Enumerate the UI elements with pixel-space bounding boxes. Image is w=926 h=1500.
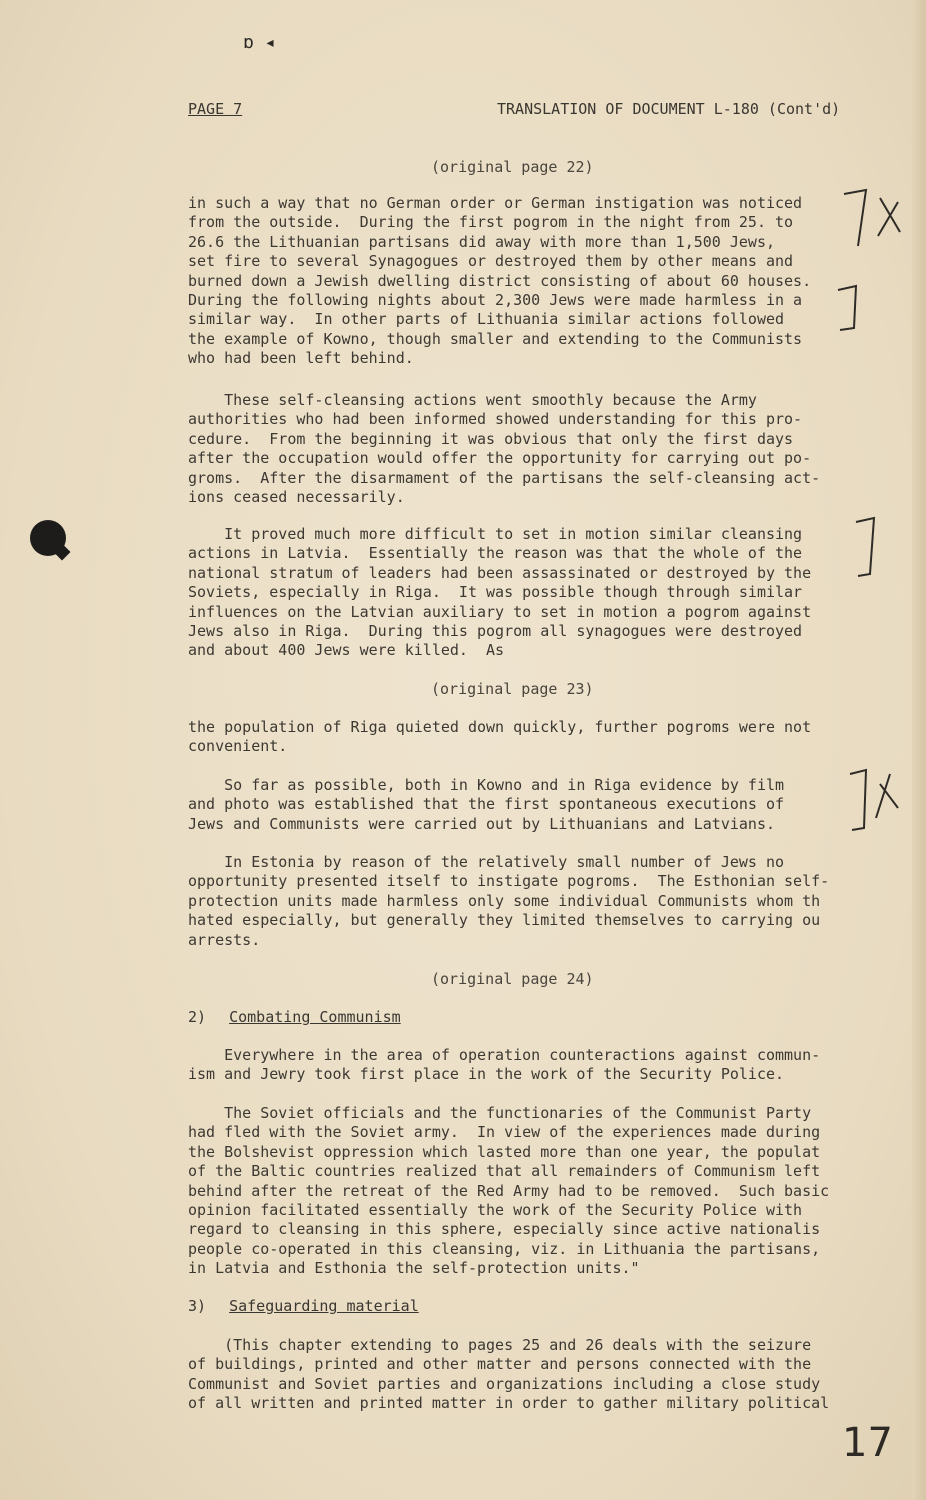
handwritten-page-number: 17 bbox=[842, 1420, 893, 1466]
punch-hole bbox=[30, 520, 66, 556]
original-page-22-label: (original page 22) bbox=[431, 158, 594, 176]
paragraph-7: Everywhere in the area of operation counteractions against commun- ism and Jewry took first place in the work of the Security Police. bbox=[188, 1046, 821, 1084]
section-3-number: 3) bbox=[188, 1297, 207, 1315]
section-3-title: Safeguarding material bbox=[229, 1297, 419, 1315]
section-2-heading bbox=[188, 1008, 401, 1026]
page-label: PAGE 7 bbox=[188, 100, 243, 118]
paragraph-1: in such a way that no German order or German instigation was noticed from the outside. During the first pogrom in the night from 25. to 26.6 the Lithuanian partisans did away with more than 1,500 Jews, set fire to several Synagogues or destroyed them by other means and burned down a Jewish dwelling district consisting of about 60 houses. During the following nights about 2,300 Jews were made harmless in a similar way. In other parts of Lithuania similar actions followed the example of Kowno, though smaller and extending to the Communists who had been left behind. bbox=[188, 194, 812, 368]
top-handwritten-marks: ɒ ◂ bbox=[243, 32, 276, 53]
paragraph-6: In Estonia by reason of the relatively small number of Jews no opportunity presented itself to instigate pogroms. The Esthonian self- protection units made harmless only some individual Communists whom th hated especially, but generally they limited themselves to carrying ou arrests. bbox=[188, 853, 830, 949]
original-page-23-label: (original page 23) bbox=[431, 680, 594, 698]
paper-edge bbox=[912, 0, 926, 1500]
document-title: TRANSLATION OF DOCUMENT L-180 (Cont'd) bbox=[497, 100, 841, 118]
margin-bracket-x bbox=[836, 186, 906, 336]
section-2-number: 2) bbox=[188, 1008, 207, 1026]
paragraph-4: the population of Riga quieted down quickly, further pogroms were not convenient. bbox=[188, 718, 812, 756]
original-page-24-label: (original page 24) bbox=[431, 970, 594, 988]
paragraph-9: (This chapter extending to pages 25 and 26 deals with the seizure of buildings, printed and other matter and persons connected with the Communist and Soviet parties and organizations including a close study of all written and printed matter in order to gather military political bbox=[188, 1336, 830, 1413]
paragraph-2: These self-cleansing actions went smoothly because the Army authorities who had been informed showed understanding for this pro- cedure. From the beginning it was obvious that only the first days after the occupation would offer the opportunity for carrying out po- groms. After the disarmament of the partisans the self-cleansing act- ions ceased necessarily. bbox=[188, 391, 821, 507]
paragraph-3: It proved much more difficult to set in motion similar cleansing actions in Latvia. Essentially the reason was that the whole of the national stratum of leaders had been assassinated or destroyed by the Soviets, especially in Riga. It was possible though through similar influences on the Latvian auxiliary to set in motion a pogrom against Jews also in Riga. During this pogrom all synagogues were destroyed and about 400 Jews were killed. As bbox=[188, 525, 812, 660]
margin-bracket-x-2 bbox=[846, 768, 906, 838]
section-3-heading bbox=[188, 1297, 419, 1315]
section-2-title: Combating Communism bbox=[229, 1008, 401, 1026]
margin-bracket-latvia bbox=[852, 516, 882, 582]
paragraph-5: So far as possible, both in Kowno and in Riga evidence by film and photo was established that the first spontaneous executions of Jews and Communists were carried out by Lithuanians and Latvians. bbox=[188, 776, 785, 833]
paragraph-8: The Soviet officials and the functionaries of the Communist Party had fled with the Soviet army. In view of the experiences made during the Bolshevist oppression which lasted more than one year, the populat of the Baltic countries realized that all remainders of Communism left behind after the retreat of the Red Army had to be removed. Such basic opinion facilitated essentially the work of the Security Police with regard to cleansing in this sphere, especially since active nationalis people co-operated in this cleansing, viz. in Lithuania the partisans, in Latvia and Esthonia the self-protection units." bbox=[188, 1104, 830, 1278]
